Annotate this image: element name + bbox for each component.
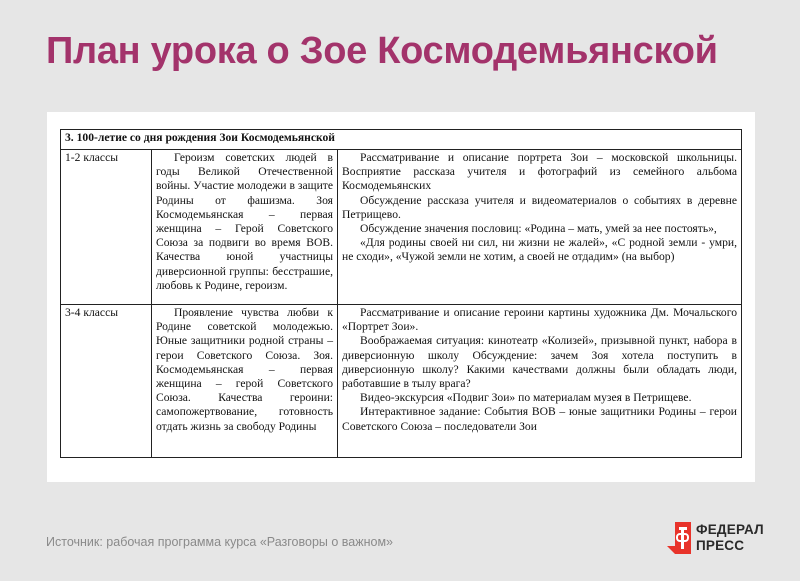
topic-text: Проявление чувства любви к Родине советской молодежью. Юные защитники родной страны – герои Советского Союза. Зоя. Космодемьянская – первая женщина – герой Советского Союза. Качества героини: самопожертвование, готовность отдать жизнь за свободу Родины xyxy=(156,306,333,433)
source-caption: Источник: рабочая программа курса «Разговоры о важном» xyxy=(46,535,394,549)
activity-item: «Для родины своей ни сил, ни жизни не жалей», «С родной земли - умри, не сходи», «Чужой земли не хотим, а своей не отдадим» (на выбор) xyxy=(342,236,737,264)
logo-line-2: ПРЕСС xyxy=(696,538,745,553)
activity-item: Рассматривание и описание героини картины художника Дм. Мочальского «Портрет Зои». xyxy=(342,306,737,334)
topic-cell xyxy=(152,150,338,305)
activity-item: Интерактивное задание: События ВОВ – юные защитники Родины – герои Советского Союза – последователи Зои xyxy=(342,405,737,433)
activity-item: Рассматривание и описание портрета Зои – московской школьницы. Восприятие рассказа учителя и фотографий из семейного альбома Космодемьянских xyxy=(342,151,737,193)
activity-item: Обсуждение значения пословиц: «Родина – мать, умей за нее постоять», xyxy=(360,222,717,236)
activity-item: Воображаемая ситуация: кинотеатр «Колизей», призывной пункт, набора в диверсионную школу Обсуждение: зачем Зоя хотела поступить в диверсионную школу? Какими качествами должны были обладать люди, работавшие в тылу врага? xyxy=(342,334,737,391)
table-row xyxy=(61,150,742,305)
federalpress-logo xyxy=(666,519,766,559)
logo-text xyxy=(696,522,764,554)
lesson-plan-table xyxy=(60,129,742,458)
document-image xyxy=(47,112,755,482)
topic-cell xyxy=(152,305,338,458)
activities-cell xyxy=(338,150,742,305)
page-title: План урока о Зое Космодемьянской xyxy=(46,30,718,72)
logo-mark-icon xyxy=(666,521,692,555)
topic-text: Героизм советских людей в годы Великой Отечественной войны. Участие молодежи в защите Родины от фашизма. Зоя Космодемьянская – первая женщина – Герой Советского Союза за подвиги во время ВОВ. Качества юной участницы диверсионной группы: бесстрашие, любовь к Родине, героизм. xyxy=(156,151,333,292)
table-row xyxy=(61,305,742,458)
activity-item: Обсуждение рассказа учителя и видеоматериалов о событиях в деревне Петрищево. xyxy=(342,193,737,221)
activities-cell xyxy=(338,305,742,458)
section-title: 3. 100-летие со дня рождения Зои Космодемьянской xyxy=(61,130,742,150)
grade-cell: 3-4 классы xyxy=(61,305,152,458)
activity-item: Видео-экскурсия «Подвиг Зои» по материалам музея в Петрищеве. xyxy=(360,391,692,405)
logo-line-1: ФЕДЕРАЛ xyxy=(696,522,764,537)
grade-cell: 1-2 классы xyxy=(61,150,152,305)
